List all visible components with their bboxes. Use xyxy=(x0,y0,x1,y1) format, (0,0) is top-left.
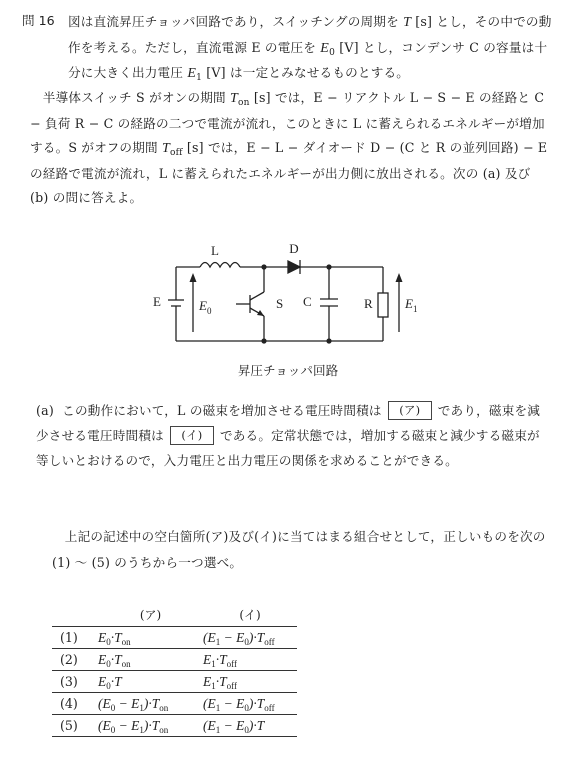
label-E0: E xyxy=(199,298,207,313)
answer-choices-table xyxy=(52,602,297,737)
choice-number: (4) xyxy=(52,693,98,715)
header-number xyxy=(52,602,98,627)
label-E0-sub: 0 xyxy=(207,306,212,316)
choice-row[interactable] xyxy=(52,693,297,715)
boost-chopper-circuit-diagram xyxy=(148,240,418,350)
part-a-text-3: である。定常状態では，増加する磁束と減少する磁束が等しいとおけるので，入力電圧と出力電圧の関係を求めることができる。 xyxy=(36,428,540,468)
choice-i: $E_1\cdot T_{off}$ xyxy=(203,671,297,693)
label-R: R xyxy=(364,296,373,311)
label-E1: E xyxy=(405,296,413,311)
choice-number: (3) xyxy=(52,671,98,693)
label-D: D xyxy=(289,241,299,256)
choice-a: $(E_0 - E_1)\cdot T_{on}$ xyxy=(98,715,203,737)
choice-a: $E_0\cdot T_{on}$ xyxy=(98,627,203,649)
node-top-cap xyxy=(326,264,331,269)
e1-arrow-head xyxy=(396,273,403,282)
label-E1-sub: 1 xyxy=(413,304,418,314)
choice-i: $(E_1 - E_0)\cdot T$ xyxy=(203,715,297,737)
label-E: E xyxy=(153,294,161,309)
header-a: (ア) xyxy=(139,607,162,622)
label-C: C xyxy=(303,294,312,309)
label-L: L xyxy=(211,243,219,258)
intro-paragraph xyxy=(68,10,556,87)
choice-row[interactable] xyxy=(52,627,297,649)
choice-a: $E_0\cdot T$ xyxy=(98,671,203,693)
instruction-paragraph: 上記の記述中の空白箇所(ア)及び(イ)に当てはまる組合せとして，正しいものを次の (1) 〜 (5) のうちから一つ選べ。 xyxy=(52,529,546,570)
choice-i: $E_1\cdot T_{off}$ xyxy=(203,649,297,671)
node-bottom-switch xyxy=(261,338,266,343)
choice-number: (2) xyxy=(52,649,98,671)
choice-i: $(E_1 - E_0)\cdot T_{off}$ xyxy=(203,627,297,649)
choice-a: $(E_0 - E_1)\cdot T_{on}$ xyxy=(98,693,203,715)
resistor-R xyxy=(378,293,388,317)
part-a-paragraph xyxy=(36,398,552,473)
choice-number: (1) xyxy=(52,627,98,649)
node-bottom-cap xyxy=(326,338,331,343)
choice-a: $E_0\cdot T_{on}$ xyxy=(98,649,203,671)
blank-a: (ア) xyxy=(388,401,432,420)
part-a-text-1: この動作において，L の磁束を増加させる電圧時間積は xyxy=(62,403,382,418)
diode-D xyxy=(288,261,300,273)
operation-paragraph xyxy=(30,86,552,211)
transistor-collector xyxy=(250,292,264,300)
choice-row[interactable] xyxy=(52,715,297,737)
figure-caption: 昇圧チョッパ回路 xyxy=(237,363,339,378)
choice-row[interactable] xyxy=(52,649,297,671)
label-S: S xyxy=(276,296,284,311)
operation-text: 半導体スイッチ S がオンの期間 $T_{on}$ [s] では，E − リアクトル L − S − E の経路と C − 負荷 R − C の経路の二つで電流が流れ，このときに L に蓄えられるエネルギーが増加する。S がオフの期間 $T_{off}$ [s] では，E − L − ダイオード D − (C と R の並列回路) − E の経路で電流が流れ，L に蓄えられたエネルギーが出力側に放出される。次の (a) 及び (b) の問に答えよ。 xyxy=(30,90,548,205)
e0-arrow-head xyxy=(190,273,197,282)
choice-number: (5) xyxy=(52,715,98,737)
inductor-L xyxy=(200,263,240,268)
header-i: (イ) xyxy=(239,607,261,622)
blank-i: (イ) xyxy=(170,426,214,445)
intro-text: 図は直流昇圧チョッパ回路であり，スイッチングの周期を T [s] とし，その中での動作を考える。ただし，直流電源 E の電圧を $E_0$ [V] とし，コンデンサ C の容量は十分に大きく出力電圧 $E_1$ [V] は一定とみなせるものとする。 xyxy=(68,14,552,83)
part-a-text-2: であり，磁束を減少させる電圧時間積は xyxy=(36,403,541,443)
node-top-switch xyxy=(261,264,266,269)
question-number: 問 16 xyxy=(22,13,55,28)
choice-i: $(E_1 - E_0)\cdot T_{off}$ xyxy=(203,693,297,715)
choice-row[interactable] xyxy=(52,671,297,693)
part-a-label: (a) xyxy=(36,403,54,418)
